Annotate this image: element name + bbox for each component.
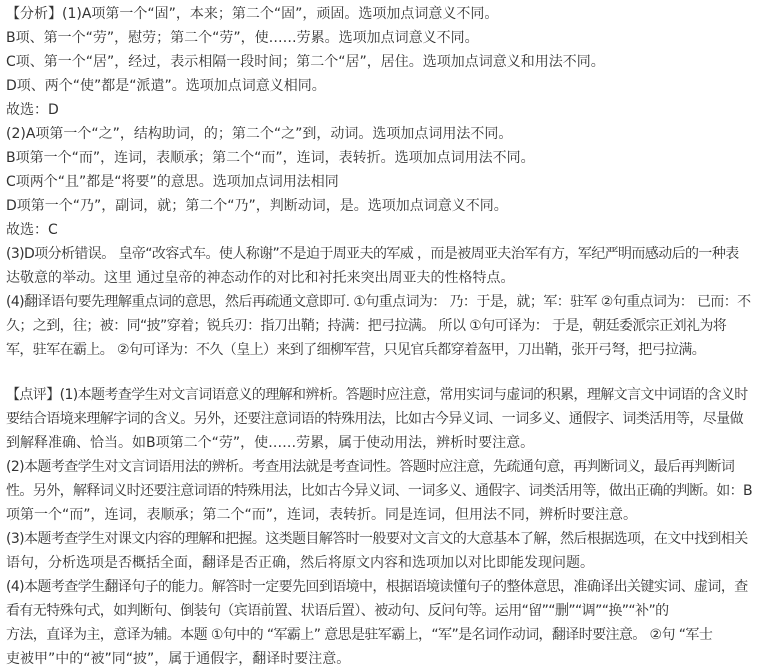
analysis-line: D项、两个“使”都是“派遣”。选项加点词意义相同。 <box>6 78 326 94</box>
analysis-line: 【分析】(1)A项第一个“固”，本来；第二个“固”，顽固。选项加点词意义不同。 <box>6 6 499 22</box>
analysis-line: (2)A项第一个“之”，结构助词，的；第二个“之”到，动词。选项加点词用法不同。 <box>6 126 513 142</box>
analysis-line: B项第一个“而”，连词，表顺承；第二个“而”，连词，表转折。选项加点词用法不同。 <box>6 150 535 166</box>
analysis-line: 军，驻军在霸上。 ②句可译为：不久（皇上）来到了细柳军营，只见官兵都穿着盔甲，刀出鞘，张开弓弩，把弓拉满。 <box>6 342 706 358</box>
analysis-line: 故选：D <box>6 102 59 118</box>
review-line: (2)本题考查学生对文言词语用法的辨析。考查用法就是考查词性。答题时应注意，先疏通句意，再判断词义，最后再判断词 <box>6 459 735 475</box>
review-line: 方法，直译为主，意译为辅。本题 ①句中的 “军霸上” 意思是驻军霸上，“军”是名词作动词，翻译时要注意。 ②句 “军士 <box>6 627 713 643</box>
analysis-line: (3)D项分析错误。 皇帝“改容式车。使人称谢”不是迫于周亚夫的军威 ，而是被周亚夫治军有方，军纪严明而感动后的一种表 <box>6 246 739 262</box>
analysis-section <box>6 0 774 362</box>
review-line: 吏被甲”中的“被”同“披”，属于通假字，翻译时要注意。 <box>6 651 351 667</box>
analysis-line: 久；之到，往；被：同“披”穿着；锐兵刃：指刀出鞘；持满：把弓拉满。 所以 ①句可译为： 于是，朝廷委派宗正刘礼为将 <box>6 318 727 334</box>
analysis-line: C项两个“且”都是“将要”的意思。选项加点词用法相同 <box>6 174 339 190</box>
review-section <box>6 383 774 671</box>
review-line: 要结合语境来理解字词的含义。另外，还要注意词语的特殊用法，比如古今异义词、一词多义、通假字、词类活用等，尽量做 <box>6 411 743 427</box>
section-spacer <box>6 362 774 383</box>
review-line: (3)本题考查学生对课文内容的理解和把握。这类题目解答时一般要对文言文的大意基本了解，然后根据选项，在文中找到相关 <box>6 531 748 547</box>
review-line: 到解释准确、恰当。如B项第二个“劳”，使……劳累，属于使动用法，辨析时要注意。 <box>6 435 535 451</box>
analysis-line: C项、第一个“居”，经过，表示相隔一段时间；第二个“居”，居住。选项加点词意义和用法不同。 <box>6 54 605 70</box>
analysis-line: 故选：C <box>6 222 58 238</box>
analysis-line: 达敬意的举动。这里 通过皇帝的神态动作的对比和衬托来突出周亚夫的性格特点。 <box>6 270 515 286</box>
analysis-line: (4)翻译语句要先理解重点词的意思，然后再疏通文意即可. ①句重点词为： 乃：于是，就；军：驻军 ②句重点词为： 已而：不 <box>6 294 751 310</box>
review-line: 语句，分析选项是否概括全面，翻译是否正确，然后将原文内容和选项加以对比即能发现问题。 <box>6 555 594 571</box>
review-line: 性。另外，解释词义时还要注意词语的特殊用法，比如古今异义词、一词多义、通假字、词类活用等，做出正确的判断。如：B <box>6 483 753 499</box>
review-line: 【点评】(1)本题考查学生对文言词语意义的理解和辨析。答题时应注意，常用实词与虚词的积累，理解文言文中词语的含义时 <box>6 387 748 403</box>
review-line: 看有无特殊句式，如判断句、倒装句（宾语前置、状语后置）、被动句、反问句等。运用“留”“删”“调”“换”“补”的 <box>6 603 669 619</box>
analysis-line: D项第一个“乃”，副词，就；第二个“乃”，判断动词，是。选项加点词意义不同。 <box>6 198 508 214</box>
analysis-line: B项、第一个“劳”，慰劳；第二个“劳”，使……劳累。选项加点词意义不同。 <box>6 30 479 46</box>
review-line: 项第一个“而”，连词，表顺承；第二个“而”，连词，表转折。同是连词，但用法不同，辨析时要注意。 <box>6 507 638 523</box>
review-line: (4)本题考查学生翻译句子的能力。解答时一定要先回到语境中，根据语境读懂句子的整体意思，准确译出关键实词、虚词，查 <box>6 579 748 595</box>
